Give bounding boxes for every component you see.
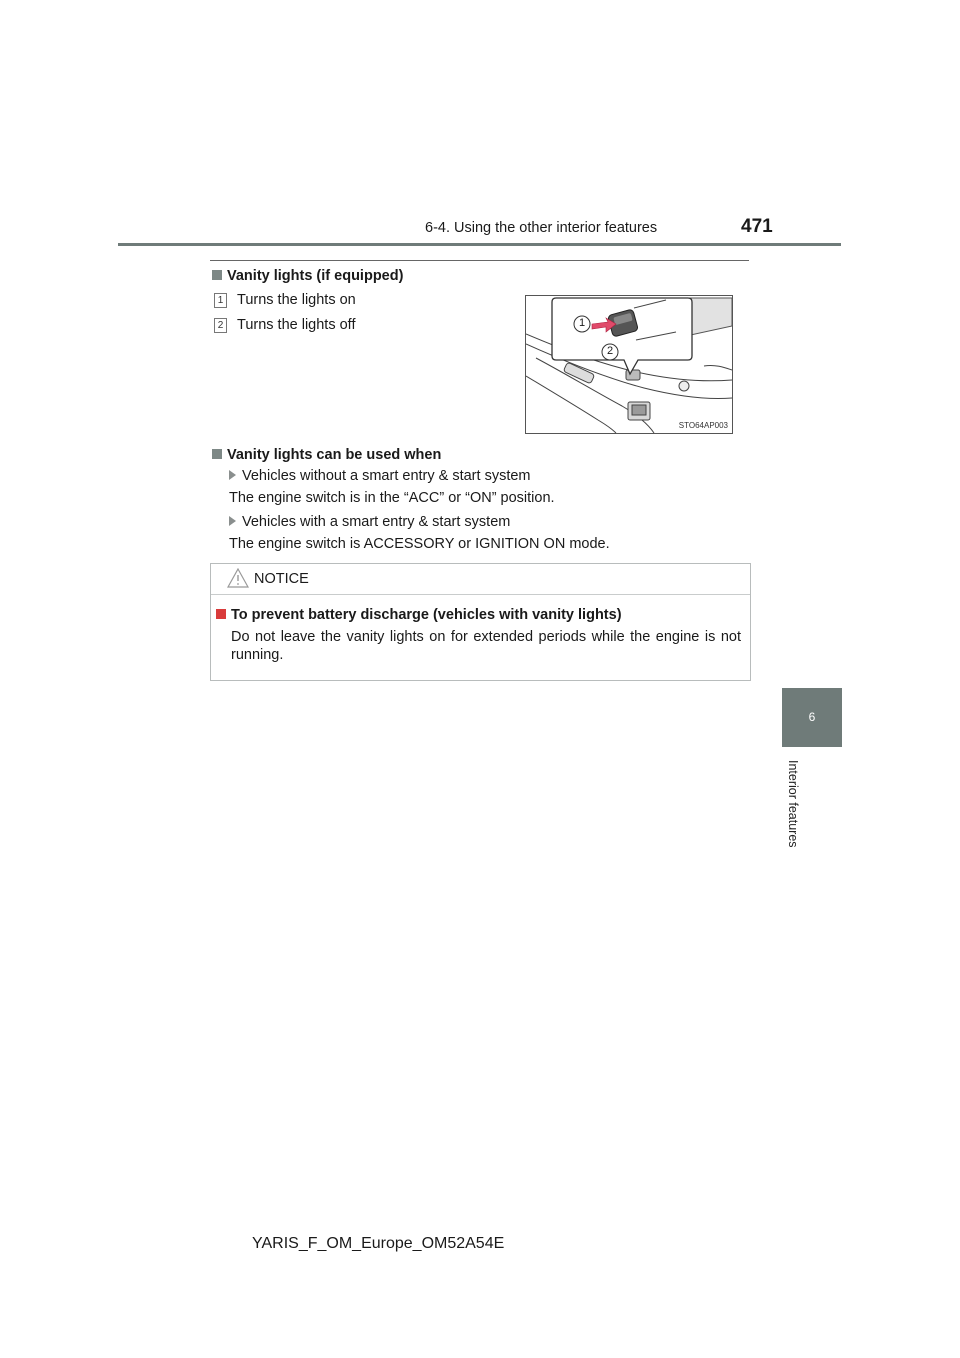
usage-case-2-bullet-text: Vehicles with a smart entry & start system — [242, 514, 511, 530]
chapter-label-text: Interior features — [786, 760, 800, 848]
step-number-2: 2 — [214, 318, 227, 333]
callout-2: 2 — [606, 345, 614, 357]
usage-heading-text: Vanity lights can be used when — [227, 447, 442, 463]
section-square-icon — [212, 449, 222, 459]
chapter-tab: 6 — [782, 688, 842, 747]
section-divider — [210, 260, 749, 261]
warning-triangle-icon — [227, 568, 249, 588]
step-item-2 — [214, 317, 355, 333]
triangle-bullet-icon — [229, 516, 236, 526]
page-number: 471 — [741, 216, 773, 237]
section-title: 6-4. Using the other interior features — [425, 220, 658, 236]
vanity-lights-heading-text: Vanity lights (if equipped) — [227, 268, 404, 284]
notice-subheading-text: To prevent battery discharge (vehicles with vanity lights) — [231, 607, 622, 623]
usage-case-2-bullet — [229, 514, 510, 530]
notice-box — [210, 563, 751, 681]
step-number-1: 1 — [214, 293, 227, 308]
vanity-lights-heading — [212, 268, 403, 284]
vanity-light-drawing — [526, 296, 732, 433]
document-id: YARIS_F_OM_Europe_OM52A54E — [252, 1235, 505, 1252]
header-rule — [118, 243, 841, 246]
notice-label: NOTICE — [254, 571, 309, 587]
chapter-label — [784, 760, 802, 860]
notice-header — [211, 564, 750, 595]
callout-1: 1 — [578, 317, 586, 329]
vanity-light-illustration — [525, 295, 733, 434]
usage-heading — [212, 447, 441, 463]
section-square-icon — [212, 270, 222, 280]
warning-square-icon — [216, 609, 226, 619]
triangle-bullet-icon — [229, 470, 236, 480]
usage-case-2-text: The engine switch is ACCESSORY or IGNITION ON mode. — [229, 536, 610, 552]
usage-case-1-text: The engine switch is in the “ACC” or “ON” position. — [229, 490, 555, 506]
notice-body: Do not leave the vanity lights on for extended periods while the engine is not running. — [231, 629, 741, 663]
notice-subheading — [216, 607, 622, 623]
figure-code: STO64AP003 — [678, 421, 728, 430]
step-text-2: Turns the lights off — [237, 317, 356, 333]
usage-case-1-bullet — [229, 468, 531, 484]
usage-case-1-bullet-text: Vehicles without a smart entry & start system — [242, 468, 531, 484]
step-item-1 — [214, 292, 356, 308]
step-text-1: Turns the lights on — [237, 292, 356, 308]
